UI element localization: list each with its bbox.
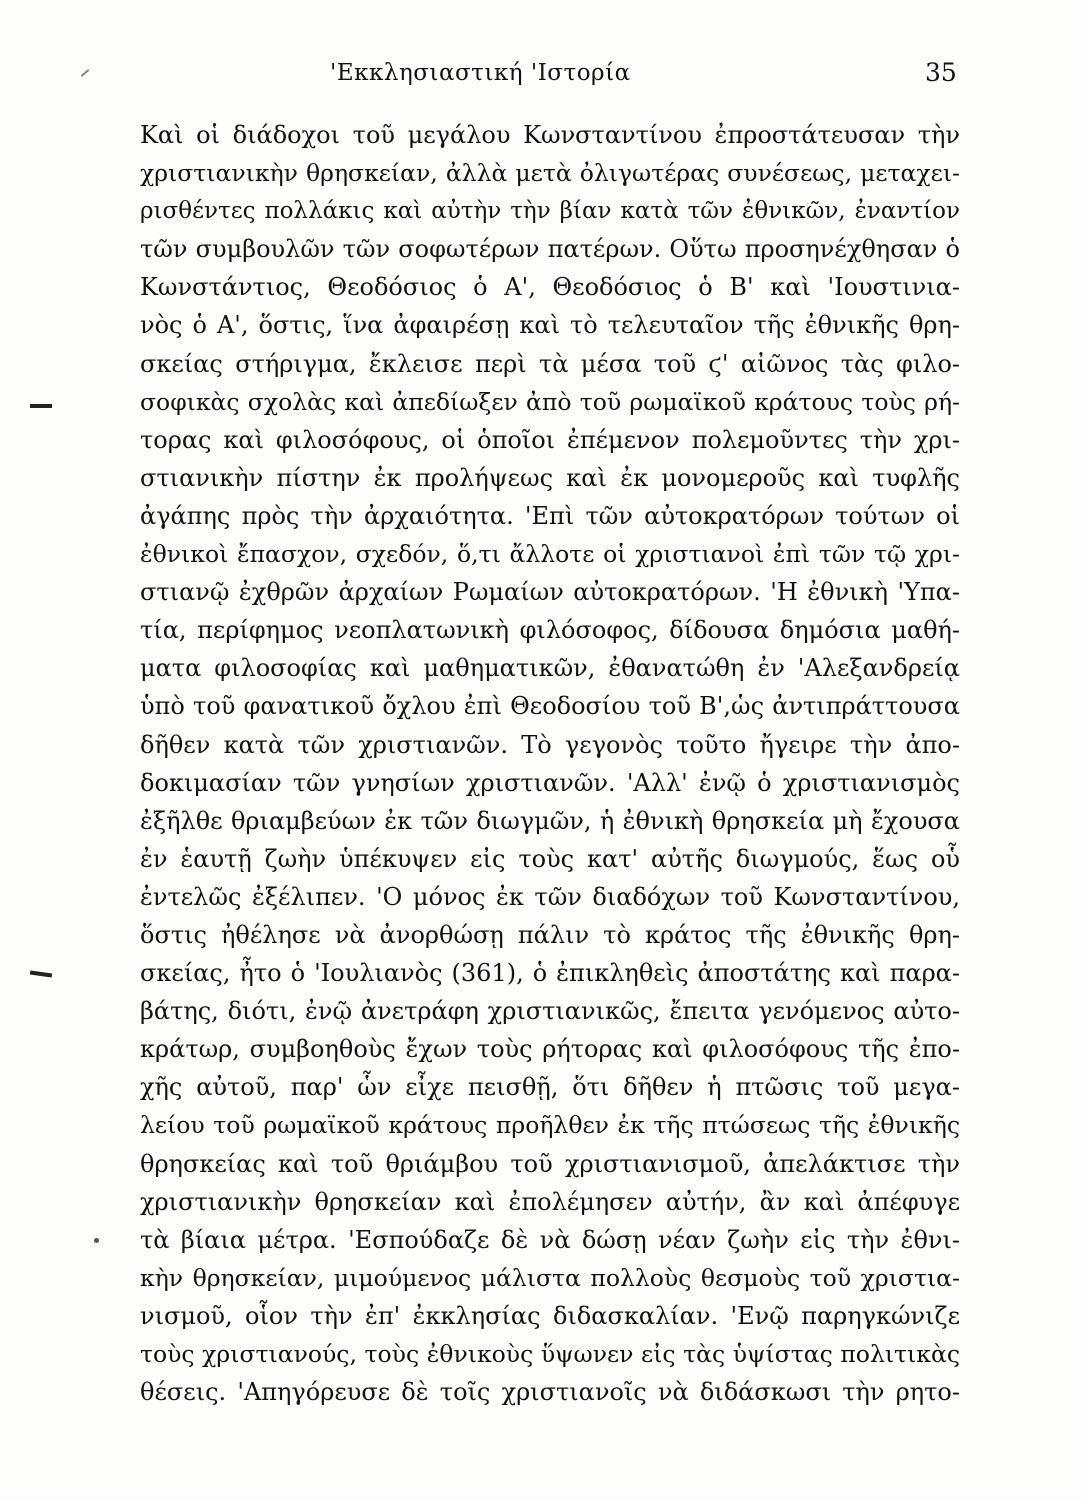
text-line: ἐθνικοὶ ἔπασχον, σχεδόν, ὅ,τι ἄλλοτε οἱ χριστιανοὶ ἐπὶ τῶν τῷ χρι-: [140, 540, 960, 569]
body-text: [140, 116, 960, 1411]
text-line: τὰ βίαια μέτρα. 'Εσπούδαζε δὲ νὰ δώσῃ νέαν ζωὴν εἰς τὴν ἐθνι-: [140, 1225, 960, 1254]
text-line: στιανῷ ἐχθρῶν ἀρχαίων Ρωμαίων αὐτοκρατόρων. 'Η ἐθνικὴ 'Υπα-: [140, 578, 960, 607]
text-line: κράτωρ, συμβοηθοὺς ἔχων τοὺς ρήτορας καὶ φιλοσόφους τῆς ἐπο-: [140, 1035, 960, 1064]
text-line: λείου τοῦ ρωμαϊκοῦ κράτους προῆλθεν ἐκ τῆς πτώσεως τῆς ἐθνικῆς: [140, 1111, 960, 1140]
text-line: ὑπὸ τοῦ φανατικοῦ ὄχλου ἐπὶ Θεοδοσίου τοῦ Β',ὡς ἀντιπράττουσα: [140, 692, 960, 721]
text-line: ὅστις ἠθέλησε νὰ ἀνορθώσῃ πάλιν τὸ κράτος τῆς ἐθνικῆς θρη-: [140, 920, 960, 949]
text-line: ρισθέντες πολλάκις καὶ αὐτὴν τὴν βίαν κατὰ τῶν ἐθνικῶν, ἐναντίον: [140, 198, 960, 225]
text-line: σκείας, ἦτο ὁ 'Ιουλιανὸς (361), ὁ ἐπικληθεὶς ἀποστάτης καὶ παρα-: [140, 959, 960, 988]
text-line: χριστιανικὴν θρησκείαν, ἀλλὰ μετὰ ὀλιγωτέρας συνέσεως, μεταχει-: [140, 159, 960, 188]
text-line: Καὶ οἱ διάδοχοι τοῦ μεγάλου Κωνσταντίνου ἐπροστάτευσαν τὴν: [140, 121, 960, 149]
running-title: 'Εκκλησιαστική 'Ιστορία: [330, 60, 631, 86]
text-line: Κωνστάντιος, Θεοδόσιος ὁ Α', Θεοδόσιος ὁ Β' καὶ 'Ιουστινια-: [140, 273, 960, 302]
text-line: βάτης, διότι, ἐνῷ ἀνετράφη χριστιανικῶς, ἔπειτα γενόμενος αὐτο-: [140, 997, 960, 1026]
text-line: δοκιμασίαν τῶν γνησίων χριστιανῶν. 'Αλλ' ἐνῷ ὁ χριστιανισμὸς: [140, 768, 960, 797]
text-line: τῶν συμβουλῶν τῶν σοφωτέρων πατέρων. Οὕτω προσηνέχθησαν ὁ: [140, 235, 960, 264]
text-line: ἐν ἑαυτῇ ζωὴν ὑπέκυψεν εἰς τοὺς κατ' αὐτῆς διωγμούς, ἕως οὗ: [140, 844, 960, 873]
text-line: ἐντελῶς ἐξέλιπεν. 'Ο μόνος ἐκ τῶν διαδόχων τοῦ Κωνσταντίνου,: [140, 882, 960, 911]
margin-mark: [30, 970, 52, 977]
text-line: χριστιανικὴν θρησκείαν καὶ ἐπολέμησεν αὐτήν, ἂν καὶ ἀπέφυγε: [140, 1187, 960, 1216]
text-line: τορας καὶ φιλοσόφους, οἱ ὁποῖοι ἐπέμενον πολεμοῦντες τὴν χρι-: [140, 425, 960, 454]
text-line: ἐξῆλθε θριαμβεύων ἐκ τῶν διωγμῶν, ἡ ἐθνικὴ θρησκεία μὴ ἔχουσα: [140, 806, 960, 835]
text-line: στιανικὴν πίστην ἐκ προλήψεως καὶ ἐκ μονομεροῦς καὶ τυφλῆς: [140, 463, 960, 492]
ink-speck: [94, 1238, 99, 1243]
text-line: θρησκείας καὶ τοῦ θριάμβου τοῦ χριστιανισμοῦ, ἀπελάκτισε τὴν: [140, 1149, 960, 1178]
text-line: τοὺς χριστιανούς, τοὺς ἐθνικοὺς ὕψωνεν εἰς τὰς ὑψίστας πολιτικὰς: [140, 1340, 960, 1368]
text-line: σκείας στήριγμα, ἔκλεισε περὶ τὰ μέσα τοῦ ϛ' αἰῶνος τὰς φιλο-: [140, 349, 960, 378]
text-line: τία, περίφημος νεοπλατωνικὴ φιλόσοφος, δίδουσα δημόσια μαθή-: [140, 616, 960, 645]
text-line: κὴν θρησκείαν, μιμούμενος μάλιστα πολλοὺς θεσμοὺς τοῦ χριστια-: [140, 1263, 960, 1292]
text-line: θέσεις. 'Απηγόρευσε δὲ τοῖς χριστιανοῖς νὰ διδάσκωσι τὴν ρητο-: [140, 1378, 960, 1407]
page-number: 35: [925, 58, 957, 87]
margin-mark: [30, 404, 52, 408]
text-line: νὸς ὁ Α', ὅστις, ἵνα ἀφαιρέσῃ καὶ τὸ τελευταῖον τῆς ἐθνικῆς θρη-: [140, 311, 960, 340]
text-line: σοφικὰς σχολὰς καὶ ἀπεδίωξεν ἀπὸ τοῦ ρωμαϊκοῦ κράτους τοὺς ρή-: [140, 387, 960, 416]
text-line: ματα φιλοσοφίας καὶ μαθηματικῶν, ἐθανατώθη ἐν 'Αλεξανδρείᾳ: [140, 654, 960, 683]
text-line: δῆθεν κατὰ τῶν χριστιανῶν. Τὸ γεγονὸς τοῦτο ἤγειρε τὴν ἀπο-: [140, 730, 960, 759]
text-line: χῆς αὐτοῦ, παρ' ὧν εἶχε πεισθῇ, ὅτι δῆθεν ἡ πτῶσις τοῦ μεγα-: [140, 1073, 960, 1102]
page-header: [0, 50, 1086, 90]
text-line: νισμοῦ, οἷον τὴν ἐπ' ἐκκλησίας διδασκαλίαν. 'Ενῷ παρηγκώνιζε: [140, 1301, 960, 1330]
text-line: ἀγάπης πρὸς τὴν ἀρχαιότητα. 'Επὶ τῶν αὐτοκρατόρων τούτων οἱ: [140, 501, 960, 530]
